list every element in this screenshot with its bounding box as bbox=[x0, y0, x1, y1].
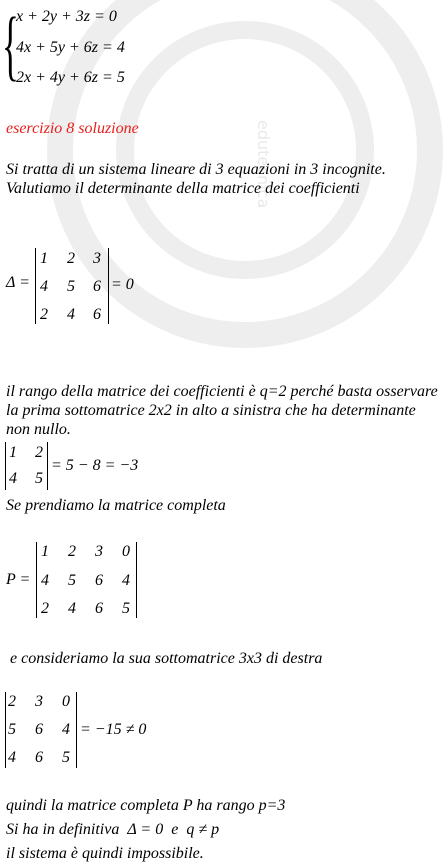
matrix-cell: 6 bbox=[95, 572, 103, 589]
matrix-bar-left bbox=[36, 542, 37, 618]
matrix-cell: 5 bbox=[68, 572, 76, 589]
det-cell: 5 bbox=[35, 470, 43, 487]
matrix-cell: 4 bbox=[68, 600, 76, 617]
matrix-cell: 2 bbox=[41, 600, 49, 617]
complete-matrix-text: Se prendiamo la matrice completa bbox=[6, 497, 226, 514]
equation-2: 4x + 5y + 6z = 4 bbox=[16, 39, 125, 56]
intro-paragraph: Si tratta di un sistema lineare di 3 equazioni in 3 incognite. Valutiamo il determinante della matrice dei coefficienti bbox=[6, 161, 386, 197]
det-cell: 6 bbox=[93, 278, 101, 295]
matrix-cell: 2 bbox=[68, 543, 76, 560]
matrix-cell: 4 bbox=[41, 572, 49, 589]
watermark-text: edutecnica bbox=[254, 120, 273, 209]
rank-paragraph: il rango della matrice dei coefficienti è q=2 perché basta osservare la prima sottomatrice 2x2 in alto a sinistra che ha determinante non nullo. bbox=[6, 383, 438, 438]
matrix-cell: 5 bbox=[122, 600, 130, 617]
det-cell: 6 bbox=[35, 721, 43, 738]
p-label: P = bbox=[6, 571, 31, 588]
det-cell: 4 bbox=[67, 306, 75, 323]
equation-1: x + 2y + 3z = 0 bbox=[16, 8, 117, 25]
det-cell: 4 bbox=[62, 721, 70, 738]
det-bar-left bbox=[35, 248, 36, 324]
det-cell: 1 bbox=[9, 444, 17, 461]
exercise-title: esercizio 8 soluzione bbox=[6, 120, 139, 137]
det-bar-left bbox=[5, 442, 6, 490]
det-result: = 0 bbox=[111, 276, 134, 293]
submatrix-text: e consideriamo la sua sottomatrice 3x3 di destra bbox=[6, 650, 323, 667]
det-result: = −15 ≠ 0 bbox=[80, 721, 147, 738]
matrix-cell: 4 bbox=[122, 572, 130, 589]
conclusion-line-3: il sistema è quindi impossibile. bbox=[6, 845, 204, 862]
matrix-cell: 6 bbox=[95, 600, 103, 617]
det-cell: 4 bbox=[40, 278, 48, 295]
left-brace-icon: { bbox=[2, 1, 19, 88]
det-cell: 5 bbox=[67, 278, 75, 295]
det-cell: 3 bbox=[93, 250, 101, 267]
matrix-cell: 1 bbox=[41, 543, 49, 560]
det-cell: 6 bbox=[93, 306, 101, 323]
det-cell: 4 bbox=[8, 749, 16, 766]
det-cell: 2 bbox=[35, 444, 43, 461]
equation-3: 2x + 4y + 6z = 5 bbox=[16, 69, 125, 86]
det-cell: 2 bbox=[40, 306, 48, 323]
delta-label: Δ = bbox=[6, 274, 30, 291]
det-bar-left bbox=[5, 692, 6, 768]
det-cell: 2 bbox=[8, 693, 16, 710]
det-cell: 6 bbox=[35, 749, 43, 766]
det-cell: 0 bbox=[62, 693, 70, 710]
matrix-cell: 0 bbox=[122, 543, 130, 560]
matrix-cell: 3 bbox=[95, 543, 103, 560]
det-cell: 5 bbox=[8, 721, 16, 738]
det-cell: 3 bbox=[35, 693, 43, 710]
det-cell: 1 bbox=[40, 250, 48, 267]
conclusion-line-1: quindi la matrice completa P ha rango p=3 bbox=[6, 797, 286, 814]
det-cell: 4 bbox=[9, 470, 17, 487]
det-result: = 5 − 8 = −3 bbox=[51, 457, 139, 474]
conclusion-line-2: Si ha in definitiva Δ = 0 e q ≠ p bbox=[6, 821, 220, 838]
det-cell: 5 bbox=[62, 749, 70, 766]
det-cell: 2 bbox=[67, 250, 75, 267]
